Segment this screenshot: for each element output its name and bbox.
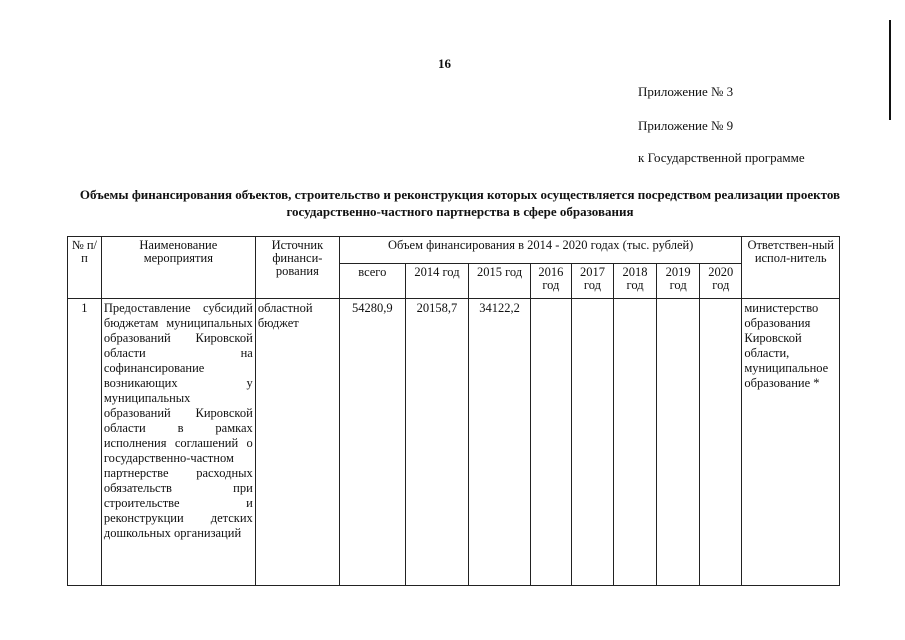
header-name: Наименование мероприятия	[101, 237, 255, 299]
header-source: Источник финанси-рования	[255, 237, 339, 299]
header-year-2017: 2017 год	[571, 264, 613, 299]
cell-source: областной бюджет	[255, 299, 339, 586]
appendix-line-2: Приложение № 9	[638, 118, 734, 133]
header-year-2020: 2020 год	[700, 264, 742, 299]
cell-total: 54280,9	[339, 299, 405, 586]
header-volume: Объем финансирования в 2014 - 2020 годах (тыс. рублей)	[339, 237, 741, 264]
cell-responsible: министерство образования Кировской области, муниципальное образование *	[742, 299, 840, 586]
table-row	[68, 299, 840, 586]
cell-2016	[530, 299, 571, 586]
header-num: № п/п	[68, 237, 102, 299]
appendix-line-1: Приложение № 3	[638, 84, 734, 99]
cell-2015: 34122,2	[469, 299, 531, 586]
cell-2019	[657, 299, 700, 586]
header-year-2018: 2018 год	[613, 264, 656, 299]
header-responsible: Ответствен-ный испол-нитель	[742, 237, 840, 299]
document-title: Объемы финансирования объектов, строительство и реконструкция которых осуществляется посредством реализации проектов государственно-частного партнерства в сфере образования	[79, 187, 841, 219]
header-year-2015: 2015 год	[469, 264, 531, 299]
scan-edge-mark	[889, 20, 891, 120]
cell-2020	[700, 299, 742, 586]
appendix-line-3: к Государственной программе	[638, 150, 805, 165]
cell-2018	[613, 299, 656, 586]
header-total: всего	[339, 264, 405, 299]
header-year-2016: 2016 год	[530, 264, 571, 299]
header-year-2019: 2019 год	[657, 264, 700, 299]
cell-num: 1	[68, 299, 102, 586]
cell-2014: 20158,7	[405, 299, 469, 586]
financing-table	[67, 236, 840, 586]
page-number: 16	[438, 56, 451, 71]
header-year-2014: 2014 год	[405, 264, 469, 299]
cell-2017	[571, 299, 613, 586]
cell-name: Предоставление субсидий бюджетам муниципальных образований Кировской области на софинансирование возникающих у муниципальных образований Кировской области в рамках исполнения соглашений о государственно-частном партнерстве расходных обязательств при строительстве и реконструкции детских дошкольных организаций	[101, 299, 255, 586]
